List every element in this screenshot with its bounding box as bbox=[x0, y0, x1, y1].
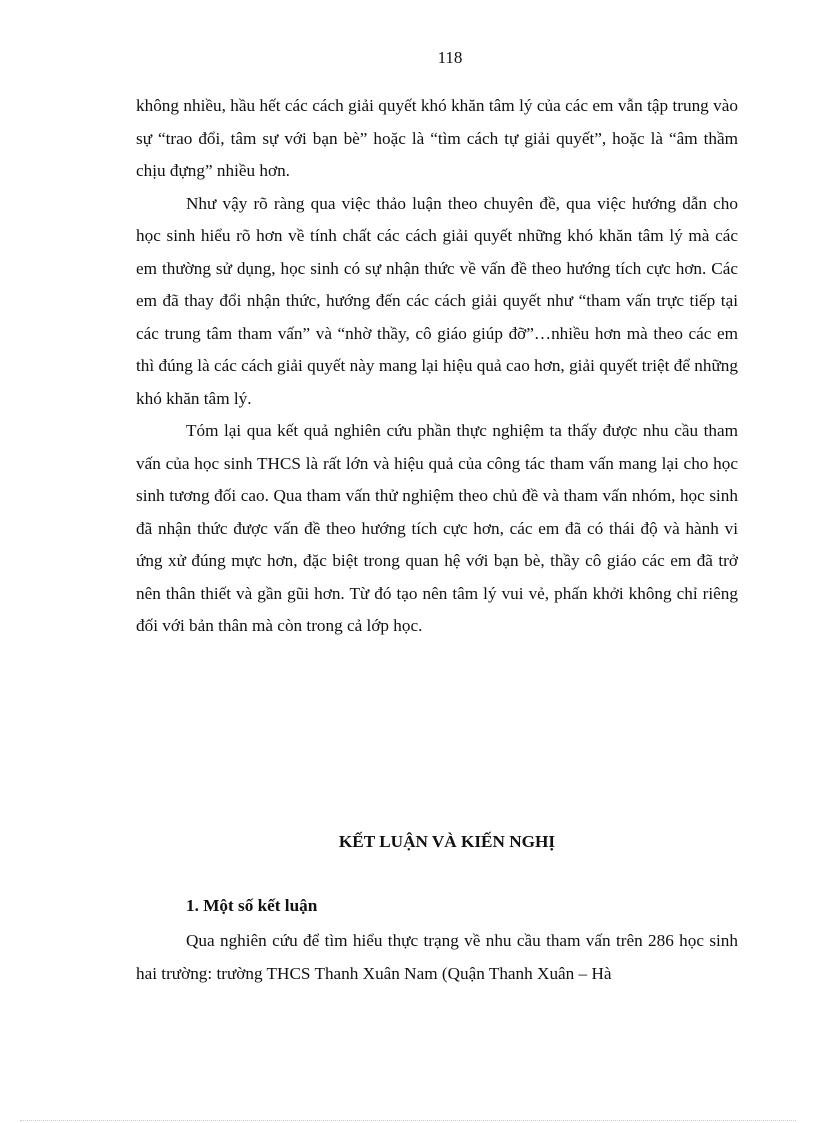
page-number: 118 bbox=[437, 48, 463, 67]
body-text-top bbox=[136, 90, 738, 643]
body-text-bottom bbox=[136, 925, 738, 990]
page-bottom-rule bbox=[20, 1120, 796, 1121]
section-heading: KẾT LUẬN VÀ KIẾN NGHỊ bbox=[338, 832, 556, 851]
paragraph-1: không nhiều, hầu hết các cách giải quyết khó khăn tâm lý của các em vẫn tập trung vào sự “trao đổi, tâm sự với bạn bè” hoặc là “tìm cách tự giải quyết”, hoặc là “âm thầm chịu đựng” nhiều hơn. bbox=[136, 96, 738, 180]
paragraph-3: Tóm lại qua kết quả nghiên cứu phần thực nghiệm ta thấy được nhu cầu tham vấn của học sinh THCS là rất lớn và hiệu quả của công tác tham vấn mang lại cho học sinh tương đối cao. Qua tham vấn thử nghiệm theo chủ đề và tham vấn nhóm, học sinh đã nhận thức được vấn đề theo hướng tích cực hơn, các em đã có thái độ và hành vi ứng xử đúng mực hơn, đặc biệt trong quan hệ với bạn bè, thầy cô giáo các em đã trở nên thân thiết và gần gũi hơn. Từ đó tạo nên tâm lý vui vẻ, phấn khởi không chỉ riêng đối với bản thân mà còn trong cả lớp học. bbox=[136, 421, 738, 635]
paragraph-2: Như vậy rõ ràng qua việc thảo luận theo chuyên đề, qua việc hướng dẫn cho học sinh hiểu rõ hơn về tính chất các cách giải quyết những khó khăn tâm lý mà các em thường sử dụng, học sinh có sự nhận thức về vấn đề theo hướng tích cực hơn. Các em đã thay đổi nhận thức, hướng đến các cách giải quyết như “tham vấn trực tiếp tại các trung tâm tham vấn” và “nhờ thầy, cô giáo giúp đỡ”…nhiều hơn mà theo các em thì đúng là các cách giải quyết này mang lại hiệu quả cao hơn, giải quyết triệt để những khó khăn tâm lý. bbox=[136, 193, 738, 408]
subsection-heading: 1. Một số kết luận bbox=[186, 896, 318, 915]
paragraph-4: Qua nghiên cứu để tìm hiểu thực trạng về nhu cầu tham vấn trên 286 học sinh hai trường: trường THCS Thanh Xuân Nam (Quận Thanh Xuân – Hà bbox=[136, 931, 738, 983]
